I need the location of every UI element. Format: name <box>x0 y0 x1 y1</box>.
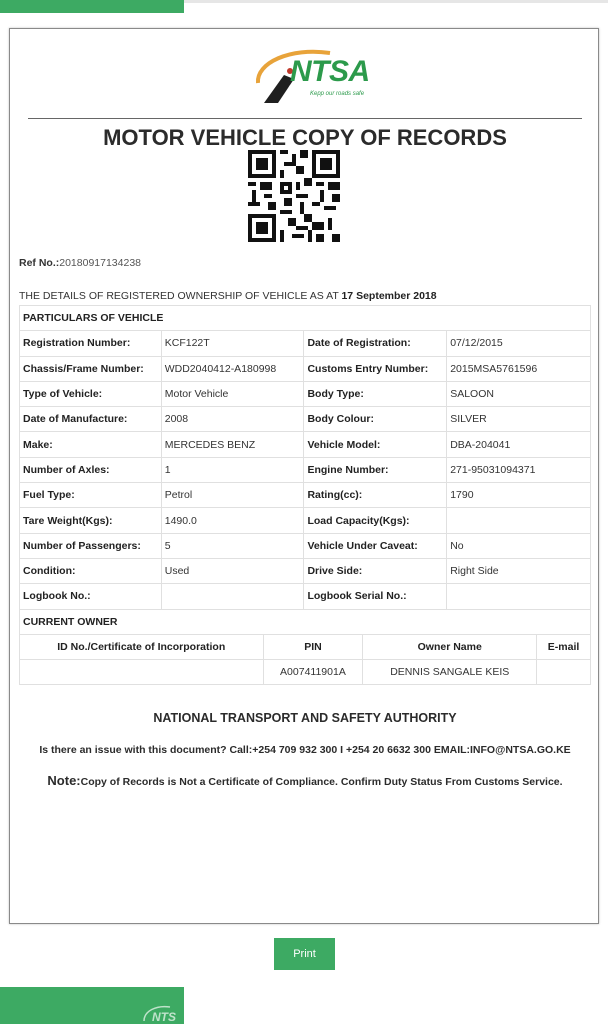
ownership-details-line <box>19 290 437 302</box>
field-label: Customs Entry Number: <box>304 356 447 381</box>
field-value: KCF122T <box>161 331 304 356</box>
owner-col-pin: PIN <box>263 635 363 660</box>
owner-id <box>20 660 264 685</box>
field-label: Date of Registration: <box>304 331 447 356</box>
current-owner-table <box>19 634 591 685</box>
field-value: 1 <box>161 457 304 482</box>
details-date: 17 September 2018 <box>341 290 437 302</box>
field-label: Type of Vehicle: <box>20 381 162 406</box>
field-value: 2015MSA5761596 <box>447 356 591 381</box>
authority-name: NATIONAL TRANSPORT AND SAFETY AUTHORITY <box>153 711 457 725</box>
particulars-heading: PARTICULARS OF VEHICLE <box>20 306 591 331</box>
field-label: Rating(cc): <box>304 483 447 508</box>
field-label: Fuel Type: <box>20 483 162 508</box>
owner-pin: A007411901A <box>263 660 363 685</box>
field-value: 2008 <box>161 407 304 432</box>
contact-line <box>10 744 600 756</box>
particulars-row <box>20 558 591 583</box>
vehicle-particulars-table <box>19 305 591 610</box>
reference-number <box>19 257 141 269</box>
field-value <box>161 584 304 609</box>
field-value: 07/12/2015 <box>447 331 591 356</box>
owner-col-name: Owner Name <box>363 635 537 660</box>
owner-col-id: ID No./Certificate of Incorporation <box>20 635 264 660</box>
particulars-heading-row <box>20 306 591 331</box>
particulars-row <box>20 533 591 558</box>
field-label: Number of Axles: <box>20 457 162 482</box>
logo-tagline: Kepp our roads safe <box>310 91 365 97</box>
field-value <box>447 508 591 533</box>
field-label: Vehicle Model: <box>304 432 447 457</box>
page-title: MOTOR VEHICLE COPY OF RECORDS <box>103 125 507 150</box>
footer-accent-bar <box>0 987 184 1024</box>
details-text: THE DETAILS OF REGISTERED OWNERSHIP OF VEHICLE AS AT <box>19 290 342 302</box>
owner-row <box>20 660 591 685</box>
email-prefix: EMAIL: <box>430 744 471 756</box>
top-divider-line <box>184 0 608 3</box>
header-rule <box>28 118 582 119</box>
contact-email: INFO@NTSA.GO.KE <box>470 744 571 756</box>
field-label: Tare Weight(Kgs): <box>20 508 162 533</box>
current-owner-heading: CURRENT OWNER <box>19 609 591 634</box>
particulars-row <box>20 457 591 482</box>
top-accent-bar <box>0 0 184 13</box>
field-label: Number of Passengers: <box>20 533 162 558</box>
field-label: Registration Number: <box>20 331 162 356</box>
compliance-note <box>10 773 600 788</box>
particulars-row <box>20 331 591 356</box>
ref-value: 20180917134238 <box>59 257 142 269</box>
field-label: Chassis/Frame Number: <box>20 356 162 381</box>
logo-text: NTSA <box>290 55 370 88</box>
particulars-row <box>20 407 591 432</box>
field-value: 271-95031094371 <box>447 457 591 482</box>
particulars-row <box>20 508 591 533</box>
particulars-row <box>20 381 591 406</box>
contact-phones: +254 709 932 300 I +254 20 6632 300 <box>252 744 431 756</box>
field-value: SILVER <box>447 407 591 432</box>
field-value <box>447 584 591 609</box>
field-label: Date of Manufacture: <box>20 407 162 432</box>
particulars-row <box>20 432 591 457</box>
field-value: DBA-204041 <box>447 432 591 457</box>
contact-prefix: Is there an issue with this document? Call: <box>39 744 253 756</box>
field-value: WDD2040412-A180998 <box>161 356 304 381</box>
field-value: 1490.0 <box>161 508 304 533</box>
note-text: Copy of Records is Not a Certificate of Compliance. Confirm Duty Status From Customs Service. <box>80 776 563 788</box>
particulars-row <box>20 584 591 609</box>
field-value: Petrol <box>161 483 304 508</box>
qr-code-icon <box>248 150 340 242</box>
owner-name: DENNIS SANGALE KEIS <box>363 660 537 685</box>
note-label: Note: <box>47 773 81 788</box>
owner-header-row <box>20 635 591 660</box>
owner-email <box>537 660 591 685</box>
field-value: 5 <box>161 533 304 558</box>
particulars-row <box>20 356 591 381</box>
particulars-row <box>20 483 591 508</box>
field-value: 1790 <box>447 483 591 508</box>
field-value: No <box>447 533 591 558</box>
field-value: Motor Vehicle <box>161 381 304 406</box>
field-label: Make: <box>20 432 162 457</box>
field-label: Engine Number: <box>304 457 447 482</box>
print-button[interactable]: Print <box>274 938 335 970</box>
footer-ntsa-logo-icon <box>140 1003 184 1024</box>
field-label: Logbook Serial No.: <box>304 584 447 609</box>
owner-col-email: E-mail <box>537 635 591 660</box>
svg-text:NTS: NTS <box>152 1010 176 1024</box>
field-value: Used <box>161 558 304 583</box>
field-value: MERCEDES BENZ <box>161 432 304 457</box>
field-label: Vehicle Under Caveat: <box>304 533 447 558</box>
field-label: Drive Side: <box>304 558 447 583</box>
field-value: SALOON <box>447 381 591 406</box>
field-label: Body Type: <box>304 381 447 406</box>
field-label: Condition: <box>20 558 162 583</box>
field-value: Right Side <box>447 558 591 583</box>
field-label: Body Colour: <box>304 407 447 432</box>
ref-label: Ref No.: <box>19 257 60 269</box>
field-label: Logbook No.: <box>20 584 162 609</box>
record-document <box>9 28 599 924</box>
field-label: Load Capacity(Kgs): <box>304 508 447 533</box>
